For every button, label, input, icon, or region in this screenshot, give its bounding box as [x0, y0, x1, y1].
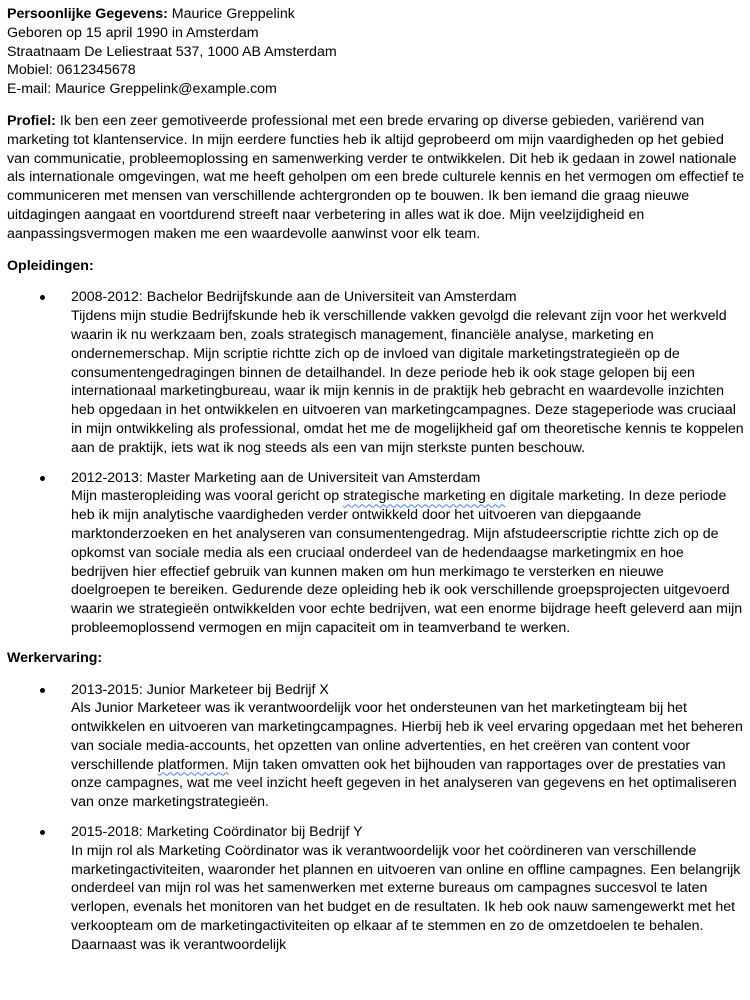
job-title: 2015-2018: Marketing Coördinator bij Bedrijf Y: [71, 824, 363, 841]
list-item-bachelor: [71, 288, 745, 457]
section-heading-opleidingen: Opleidingen:: [7, 257, 94, 274]
opleidingen-list: [7, 288, 745, 637]
education-title: 2012-2013: Master Marketing aan de Universiteit van Amsterdam: [71, 469, 481, 486]
education-description: Tijdens mijn studie Bedrijfskunde heb ik verschillende vakken gevolgd die relevant zijn voor het werkveld waarin ik nu werkzaam ben, zoals strategisch management, financiële analyse, marketing en ondernemerschap. Mijn scriptie richtte zich op de invloed van digitale marketingstrategieën op de consumentengedragingen binnen de detailhandel. In deze periode heb ik ook stage gelopen bij een internationaal marketingbureau, waar ik mijn kennis in de praktijk heb gebracht en waardevolle inzichten heb opgedaan in het ontwikkelen en uitvoeren van marketingcampagnes. Deze stageperiode was cruciaal in mijn ontwikkeling als professional, omdat het me de mogelijkheid gaf om theoretische kennis te koppelen aan de praktijk, iets wat ik nog steeds als een van mijn sterkste punten beschouw.: [71, 308, 744, 456]
email-line: E-mail: Maurice Greppelink@example.com: [7, 81, 277, 98]
job-description: In mijn rol als Marketing Coördinator was ik verantwoordelijk voor het coördineren van verschillende marketingactiviteiten, waaronder het plannen en uitvoeren van online en offline campagnes. Een belangrijk onderdeel van mijn rol was het samenwerken met externe bureaus om campagnes succesvol te laten verlopen, evenals het monitoren van het budget en de resultaten. Ik heb ook nauw samengewerkt met het verkoopteam om de marketingactiviteiten op elkaar af te stemmen en zo de omzetdoelen te behalen. Daarnaast was ik verantwoordelijk: [71, 842, 741, 953]
profile-label: Profiel:: [7, 112, 56, 129]
profile-text: Ik ben een zeer gemotiveerde professional met een brede ervaring op diverse gebieden, variërend van marketing tot klantenservice. In mijn eerdere functies heb ik altijd geprobeerd om mijn vaardigheden op het gebied van communicatie, probleemoplossing en samenwerking verder te ontwikkelen. Dit heb ik gedaan in zowel nationale als internationale omgevingen, wat me heeft geholpen om een brede culturele kennis en het vermogen om effectief te communiceren met mensen van verschillende achtergronden op te bouwen. Ik ben iemand die graag nieuwe uitdagingen aangaat en voortdurend streeft naar verbetering in alles wat ik doe. Mijn veelzijdigheid en aanpassingsvermogen maken me een waardevolle aanwinst voor elk team.: [7, 112, 745, 242]
birth-line: Geboren op 15 april 1990 in Amsterdam: [7, 24, 259, 41]
bullet-icon: [40, 830, 45, 835]
personal-details-line: [7, 5, 745, 24]
bullet-icon: [40, 295, 45, 300]
list-item-junior-marketeer: [71, 681, 745, 813]
personal-details-block: [7, 5, 745, 99]
personal-name: Maurice Greppelink: [167, 6, 295, 22]
spellcheck-underlined-text[interactable]: platformen.: [157, 756, 229, 773]
job-title: 2013-2015: Junior Marketeer bij Bedrijf X: [71, 681, 329, 698]
werkervaring-list: [7, 681, 745, 955]
personal-details-label: Persoonlijke Gegevens:: [7, 6, 168, 22]
description-text: digitale marketing. In deze periode heb ik mijn analytische vaardigheden verder ontwikkeld door het uitvoeren van diepgaande marktonderzoeken en het analyseren van consumentengedrag. Mijn afstudeerscriptie richtte zich op de opkomst van sociale media als een cruciaal onderdeel van de hedendaagse marketingmix en hoe bedrijven hier effectief gebruik van kunnen maken om hun merkimago te versterken en nieuwe doelgroepen te bereiken. Gedurende deze opleiding heb ik ook verschillende groepsprojecten uitgevoerd waarin we strategieën ontwikkelden voor echte bedrijven, wat een enorme bijdrage heeft geleverd aan mijn probleemoplossend vermogen en mijn capaciteit om in teamverband te werken.: [71, 488, 743, 636]
job-description: [71, 699, 745, 812]
list-item-master: [71, 469, 745, 638]
description-text: Mijn taken omvatten ook het bijhouden van rapportages over de prestaties van onze campagnes, wat me veel inzicht heeft gegeven in het analyseren van gegevens en het optimaliseren van onze marketingstrategieën.: [71, 756, 737, 811]
description-text: Mijn masteropleiding was vooral gericht op: [71, 488, 344, 505]
education-description: [71, 487, 745, 637]
education-title: 2008-2012: Bachelor Bedrijfskunde aan de Universiteit van Amsterdam: [71, 289, 517, 306]
description-text: Als Junior Marketeer was ik verantwoordelijk voor het ondersteunen van het marketingteam bij het ontwikkelen en uitvoeren van marketingcampagnes. Hierbij heb ik veel ervaring opgedaan met het beheren van sociale media-accounts, het opzetten van online advertenties, en het creëren van content voor verschillende: [71, 700, 743, 773]
spellcheck-underlined-text[interactable]: strategische marketing en: [343, 488, 506, 505]
address-line: Straatnaam De Leliestraat 537, 1000 AB Amsterdam: [7, 43, 337, 60]
section-heading-werkervaring: Werkervaring:: [7, 649, 103, 666]
bullet-icon: [40, 688, 45, 693]
list-item-marketing-coordinator: [71, 823, 745, 955]
mobile-line: Mobiel: 0612345678: [7, 62, 136, 79]
profile-paragraph: [7, 112, 745, 244]
bullet-icon: [40, 476, 45, 481]
